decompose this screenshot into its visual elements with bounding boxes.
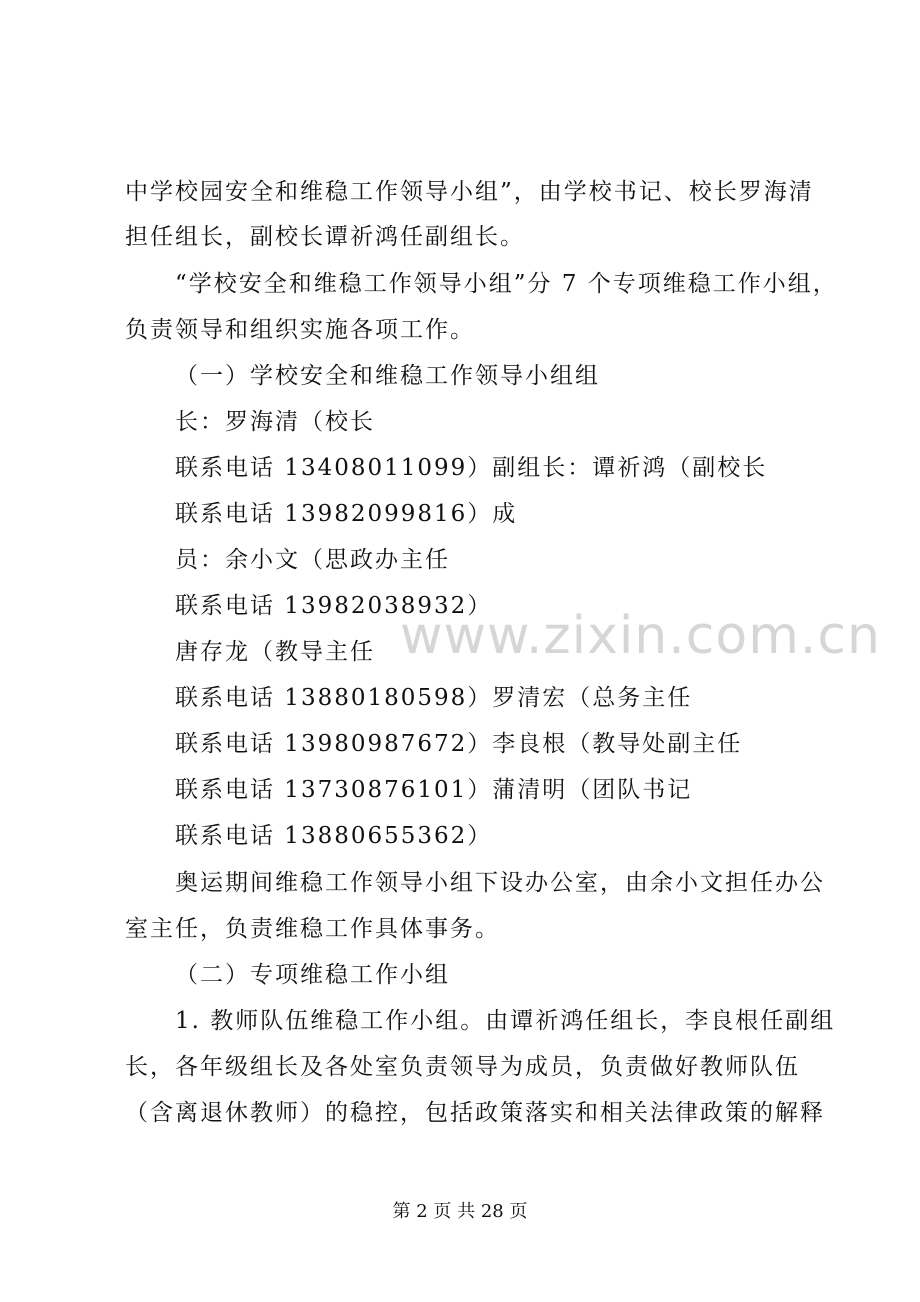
text-line: 1. 教师队伍维稳工作小组。由谭祈鸿任组长，李良根任副组 (175, 1008, 836, 1034)
watermark: www.zixin.com.cn (400, 606, 881, 666)
page-number: 第 2 页 共 28 页 (392, 1201, 528, 1222)
text-line: 长，各年级组长及各处室负责领导为成员，负责做好教师队伍 (125, 1054, 800, 1080)
text-line: 负责领导和组织实施各项工作。 (125, 317, 475, 343)
text-line: （含离退休教师）的稳控，包括政策落实和相关法律政策的解释 (125, 1100, 825, 1126)
text-line: 联系电话 13730876101）蒲清明（团队书记 (175, 777, 693, 803)
text-line: 长：罗海清（校长 (175, 409, 375, 435)
text-line: 唐存龙（教导主任 (175, 639, 375, 665)
text-line: 室主任，负责维稳工作具体事务。 (125, 916, 500, 942)
text-line: 员：余小文（思政办主任 (175, 547, 450, 573)
text-line: 联系电话 13408011099）副组长：谭祈鸿（副校长 (175, 455, 768, 481)
text-line: 联系电话 13880655362） (175, 823, 493, 849)
text-line: 奥运期间维稳工作领导小组下设办公室，由余小文担任办公 (175, 870, 825, 896)
text-line: 联系电话 13982038932） (175, 593, 493, 619)
text-line: （二）专项维稳工作小组 (175, 962, 450, 988)
text-line: 中学校园安全和维稳工作领导小组”，由学校书记、校长罗海清 (125, 179, 814, 205)
text-line: 联系电话 13982099816）成 (175, 501, 518, 527)
text-line: （一）学校安全和维稳工作领导小组组 (175, 363, 600, 389)
text-line: 担任组长，副校长谭祈鸿任副组长。 (125, 224, 525, 250)
text-line: 联系电话 13880180598）罗清宏（总务主任 (175, 685, 693, 711)
text-line: 联系电话 13980987672）李良根（教导处副主任 (175, 731, 743, 757)
text-line: “学校安全和维稳工作领导小组”分 7 个专项维稳工作小组， (175, 271, 838, 297)
